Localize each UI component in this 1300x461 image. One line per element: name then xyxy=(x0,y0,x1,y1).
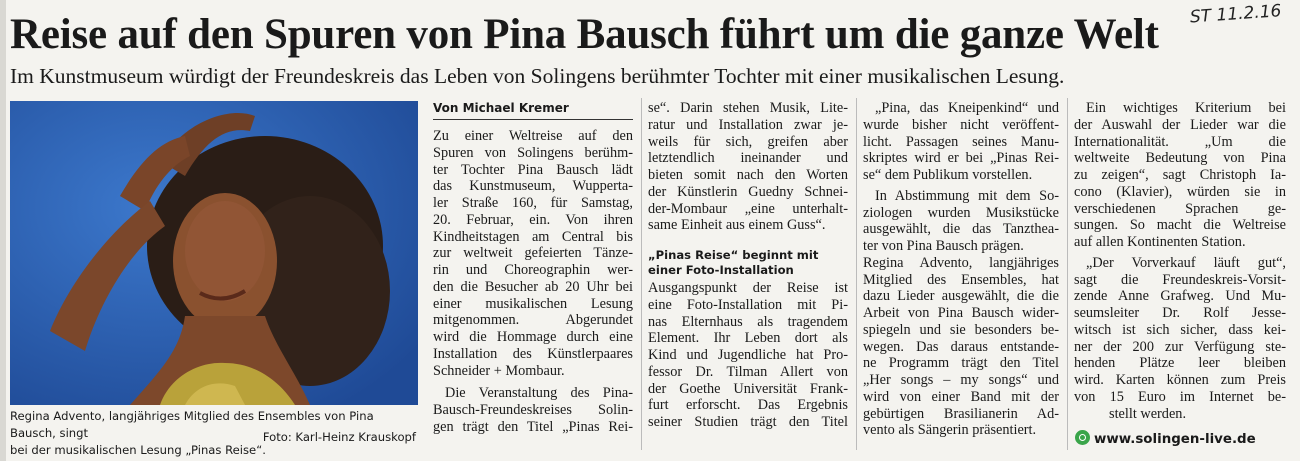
paragraph-1 xyxy=(433,128,633,379)
article-photo xyxy=(10,101,418,405)
text-line: verschiedenen Sprachen ge- xyxy=(1074,200,1286,217)
text-line: Arbeit von Pina Bausch wider- xyxy=(863,305,1059,321)
text-line: den die Besucher ab 20 Uhr bei xyxy=(433,278,633,295)
website-url[interactable]: www.solingen-live.de xyxy=(1094,432,1256,447)
text-line: vento als Sängerin präsentiert. xyxy=(863,422,1037,439)
text-line: dazu Lieder ausgewählt, die die xyxy=(863,288,1059,305)
text-line: „Her songs – my songs“ und xyxy=(863,372,1059,388)
text-line: einer musikalischen Lesung xyxy=(433,295,633,312)
text-line: cono (Klavier), würden sie in xyxy=(1074,183,1286,200)
text-line: nas Elternhaus als tragendem xyxy=(648,313,848,330)
column-1 xyxy=(433,100,633,436)
text-line: wird die Hommage durch eine xyxy=(433,329,633,345)
text-line: In Abstimmung mit dem So- xyxy=(875,187,1059,204)
text-line: furt erforscht. Das Ergebnis xyxy=(648,397,848,414)
text-line: ausgewählt, die das Tanzthea- xyxy=(863,221,1059,238)
paragraph-7 xyxy=(1074,100,1286,251)
text-line: witsch ist sich sicher, dass kei- xyxy=(1074,321,1286,338)
paragraph-4 xyxy=(648,280,848,431)
photo-caption xyxy=(10,408,420,457)
text-line: weils für sich, greifen aber xyxy=(648,133,848,150)
paragraph-6 xyxy=(863,188,1059,439)
byline: Von Michael Kremer xyxy=(433,100,633,120)
column-2 xyxy=(648,100,848,431)
article-subheadline: Im Kunstmuseum würdigt der Freundeskreis das Leben von Solingens berühmter Tochter mit einer musikalischen Lesung. xyxy=(10,64,1065,88)
text-line: wurde bisher nicht veröffent- xyxy=(863,116,1059,133)
text-line: der-Mombaur „eine unterhalt- xyxy=(648,200,848,217)
text-line: Internationalität. „Um die xyxy=(1074,133,1286,150)
paragraph-5 xyxy=(863,100,1059,184)
text-line: wegen. Das daraus entstande- xyxy=(863,338,1059,355)
text-line: rin und Choreographin wer- xyxy=(433,262,633,278)
text-line: gen trägt den Titel „Pinas Rei- xyxy=(433,418,633,435)
text-line: stellt werden. xyxy=(1109,405,1187,422)
text-line: bieten somit nach den Worten xyxy=(648,167,848,183)
article-headline: Reise auf den Spuren von Pina Bausch führt um die ganze Welt xyxy=(10,11,1159,58)
text-line: seumsleiter Dr. Rolf Jesse- xyxy=(1074,305,1286,321)
text-line: ratur und Installation zwar je- xyxy=(648,116,848,133)
text-line: Schneider + Mombaur. xyxy=(433,362,565,379)
photo-credit: Foto: Karl-Heinz Krauskopf xyxy=(262,430,416,444)
subheading-line: „Pinas Reise“ beginnt mit xyxy=(648,248,819,262)
column-divider xyxy=(1067,98,1068,450)
text-line: Die Veranstaltung des Pina- xyxy=(445,385,633,402)
paragraph-3 xyxy=(648,100,848,234)
text-line: Installation des Künstlerpaares xyxy=(433,345,633,362)
caption-line-2: bei der musikalischen Lesung „Pinas Reise“. xyxy=(10,443,266,457)
subheading xyxy=(648,248,848,278)
text-line: zur weltweit gefeierten Tänze- xyxy=(433,245,633,262)
text-line: der Auswahl der Lieder war die xyxy=(1074,116,1286,133)
text-line: Regina Advento, langjähriges xyxy=(863,254,1059,271)
paragraph-2 xyxy=(433,385,633,435)
text-line: zu zeigen“, sagt Christoph Ia- xyxy=(1074,167,1286,183)
paragraph-8 xyxy=(1074,255,1286,423)
text-line: Spuren von Solingens berühm- xyxy=(433,144,633,161)
text-line: spiegeln und sie besonders be- xyxy=(863,321,1059,338)
whatsapp-icon xyxy=(1075,430,1090,445)
text-line: ter Tochter Pina Bausch lädt xyxy=(433,161,633,178)
column-divider xyxy=(641,98,642,450)
text-line: seiner Studien trägt den Titel xyxy=(648,414,848,430)
column-3 xyxy=(863,100,1059,439)
text-line: ter von Pina Bausch prägen. xyxy=(863,238,1024,254)
text-line: der Künstlerin Guedny Schnei- xyxy=(648,183,848,200)
text-line: das Kunstmuseum, Wupperta- xyxy=(433,178,633,195)
text-line: 20. Februar, ein. Von ihren xyxy=(433,211,633,228)
text-line: se“. Darin stehen Musik, Lite- xyxy=(648,100,848,116)
text-line: „Der Vorverkauf läuft gut“, xyxy=(1086,254,1286,271)
column-4 xyxy=(1074,100,1286,422)
text-line: wird von einer Band mit der xyxy=(863,388,1059,405)
subheading-line: einer Foto-Installation xyxy=(648,263,794,277)
text-line: letztendlich ineinander und xyxy=(648,150,848,167)
text-line: sagt die Freundeskreis-Vorsit- xyxy=(1074,271,1286,288)
text-line: „Pina, das Kneipenkind“ und xyxy=(875,100,1059,116)
text-line: Mitglied des Ensembles, hat xyxy=(863,271,1059,288)
text-line: weltweite Bedeutung von Pina xyxy=(1074,150,1286,167)
text-line: Bausch-Freundeskreises Solin- xyxy=(433,402,633,418)
text-line: sungen. So macht die Weltreise xyxy=(1074,217,1286,234)
text-line: se“ dem Publikum vorstellen. xyxy=(863,167,1033,183)
text-line: Ein wichtiges Kriterium bei xyxy=(1086,100,1286,116)
text-line: henden Plätze leer bleiben xyxy=(1074,355,1286,372)
text-line: skriptes wird er bei „Pinas Rei- xyxy=(863,150,1059,167)
text-line: auf allen Kontinenten Station. xyxy=(1074,234,1246,250)
website-link[interactable] xyxy=(1075,430,1295,450)
text-line: gebürtigen Brasilianerin Ad- xyxy=(863,405,1059,422)
text-line: same Einheit aus einem Guss“. xyxy=(648,217,826,234)
page-edge xyxy=(0,0,6,461)
text-line: eine Foto-Installation mit Pi- xyxy=(648,296,848,313)
text-line: ner der 200 zur Verfügung ste- xyxy=(1074,338,1286,355)
text-line: ler Straße 160, für Samstag, xyxy=(433,195,633,211)
text-line: Kind und Jugendliche hat Pro- xyxy=(648,347,848,363)
text-line: von 15 Euro im Internet be- xyxy=(1074,388,1286,405)
text-line: Element. Ihr Leben dort als xyxy=(648,330,848,347)
text-line: wird. Karten können zum Preis xyxy=(1074,372,1286,388)
column-divider xyxy=(856,98,857,450)
text-line: Kindheitstagen am Central bis xyxy=(433,228,633,245)
handwritten-date-stamp: ST 11.2.16 xyxy=(1189,1,1282,28)
text-line: Zu einer Weltreise auf den xyxy=(433,128,633,144)
text-line: licht. Passagen seines Manu- xyxy=(863,133,1059,150)
text-line: Ausgangspunkt der Reise ist xyxy=(648,280,848,296)
text-line: ne Programm trägt den Titel xyxy=(863,355,1059,372)
text-line: mitgenommen. Abgerundet xyxy=(433,312,633,329)
text-line: zende Anne Grafweg. Und Mu- xyxy=(1074,288,1286,305)
caption-line-1: Regina Advento, langjähriges Mitglied des Ensembles von Pina Bausch, singt xyxy=(10,409,374,440)
text-line: fessor Dr. Tilman Allert von xyxy=(648,363,848,380)
photo-illustration xyxy=(10,101,418,405)
text-line: ziologen wurden Musikstücke xyxy=(863,204,1059,221)
text-line: der Goethe Universität Frank- xyxy=(648,380,848,397)
